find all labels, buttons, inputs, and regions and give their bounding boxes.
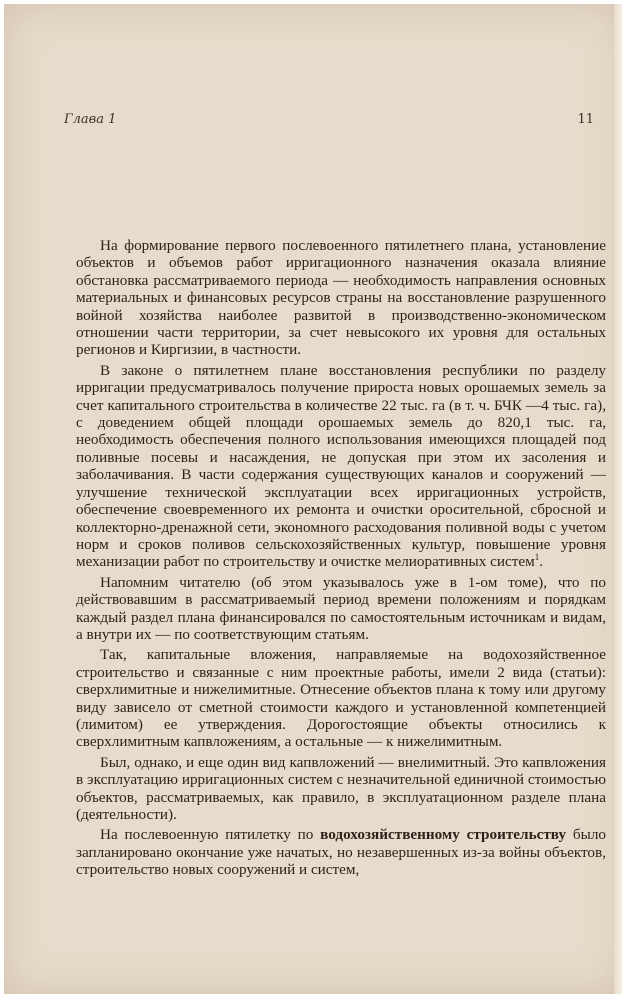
paragraph	[76, 826, 606, 878]
paragraph: В законе о пятилетнем плане восстановления республики по разделу ирригации предусматривалось получение прироста новых орошаемых земель за счет капитального строительства в количестве 22 тыс. га (в т. ч. БЧК —4 тыс. га), с доведением общей площади орошаемых земель до 820,1 тыс. га, необходимость обеспечения полного использования имеющихся площадей под поливные посевы и насаждения, не допуская при этом их засоления и заболачивания. В части содержания существующих каналов и сооружений — улучшение технической эксплуатации всех ирригационных устройств, обеспечение своевременного их ремонта и очистки оросительной, сбросной и коллекторно-дренажной сети, экономного расходования поливной воды с учетом норм и сроков поливов сельскохозяйственных культур, повышение уровня механизации работ по строительству и очистке мелиоративных систем$^1$.	[76, 361, 606, 571]
body-text	[76, 237, 606, 882]
chapter-title: Глава 1	[64, 112, 117, 127]
book-page	[4, 4, 622, 994]
running-head	[64, 112, 594, 132]
paragraph	[76, 574, 606, 644]
paragraph-text: На формирование первого послевоенного пятилетнего плана, установление объектов и объемов работ ирригационного назначения оказала влияние обстановка рассматриваемого периода — необходимость направления основных материальных и финансовых ресурсов страны на восстановление разрушенного войной хозяйства наиболее развитой в производственно-экономическом отношении части территории, за счет невысокого их уровня для остальных регионов и Киргизии, в частности.	[76, 237, 606, 359]
paragraph	[76, 754, 606, 824]
footnote-marker: 1	[534, 552, 540, 563]
paragraph-text: Напомним читателю (об этом указывалось уже в 1-ом томе), что по действовавшим в рассматриваемый период времени положениям и порядкам каждый раздел плана финансировался по самостоятельным источникам и видам, а внутри их — по соответствующим статьям.	[76, 573, 606, 643]
page-edge	[614, 4, 622, 994]
paragraph	[76, 646, 606, 750]
paragraph-text: В законе о пятилетнем плане восстановления республики по разделу ирригации предусматривалось получение прироста новых орошаемых земель за счет капитального строительства в количестве 22 тыс. га (в т. ч. БЧК —4 тыс. га), с доведением общей площади орошаемых земель до 820,1 тыс. га, необходимость обеспечения полного использования имеющихся площадей под поливные посевы и насаждения, не допуская при этом их засоления и заболачивания. В части содержания существующих каналов и сооружений — улучшение технической эксплуатации всех ирригационных устройств, обеспечение своевременного их ремонта и очистки оросительной, сбросной и коллекторно-дренажной сети, экономного расходования поливной воды с учетом норм и сроков поливов сельскохозяйственных культур, повышение уровня механизации работ по строительству и очистке мелиоративных систем	[76, 361, 606, 571]
paragraph-text-after: было запланировано окончание уже начатых, но незавершенных из-за войны объектов, строительство новых сооружений и систем,	[76, 826, 606, 879]
paragraph-text: Был, однако, и еще один вид капвложений — внелимитный. Это капвложения в эксплуатацию ирригационных систем с незначительной единичной стоимостью объектов, рассматриваемых, как правило, в эксплуатационном разделе плана (деятельности).	[76, 753, 606, 823]
paragraph-text: Так, капитальные вложения, направляемые на водохозяйственное строительство и связанные с ним проектные работы, имели 2 вида (статьи): сверхлимитные и нижелимитные. Отнесение объектов плана к тому или другому виду зависело от сметной стоимости каждого и установленной компетенцией (лимитом) ее утверждения. Дорогостоящие объекты относились к сверхлимитным капвложениям, а остальные — к нижелимитным.	[76, 646, 606, 751]
bold-term: водохозяйственному строительству	[320, 826, 567, 844]
paragraph	[76, 237, 606, 359]
page-number: 11	[577, 112, 594, 127]
paragraph-text-before: На послевоенную пятилетку по	[100, 826, 321, 844]
